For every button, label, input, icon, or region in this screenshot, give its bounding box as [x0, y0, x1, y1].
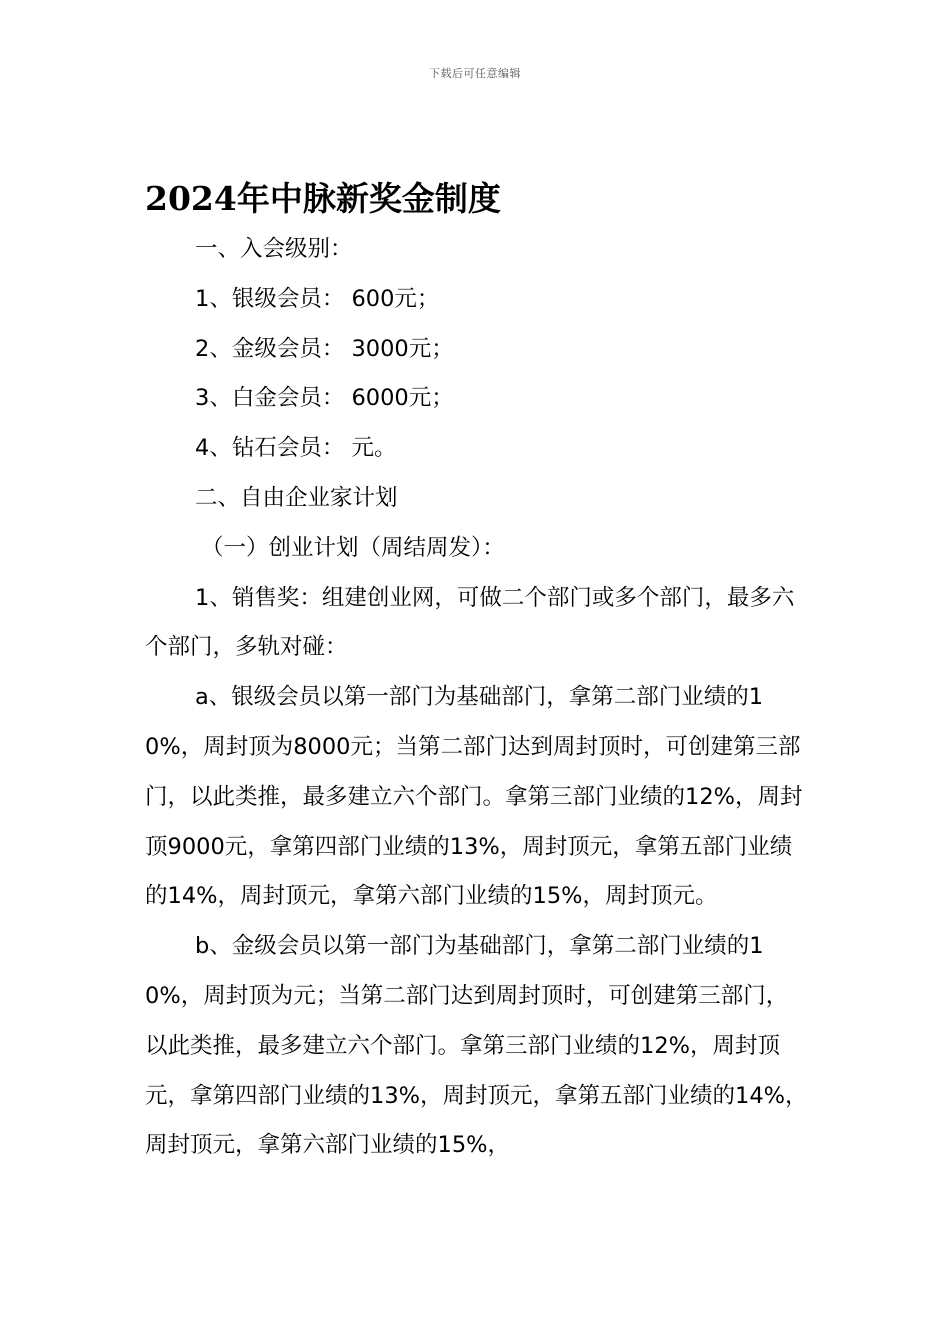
- document-title: 2024年中脉新奖金制度: [145, 179, 501, 218]
- subsection-heading-startup-plan: （一）创业计划（周结周发）：: [201, 534, 505, 561]
- section-heading-membership-levels: 一、入会级别：: [195, 236, 353, 262]
- list-item-gold-member: 2、金级会员： 3000元；: [195, 335, 454, 362]
- paragraph-sales-bonus: 1、销售奖：组建创业网，可做二个部门或多个部门，最多六个部门，多轨对碰：: [145, 584, 795, 661]
- list-item-silver-member: 1、银级会员： 600元；: [195, 285, 440, 312]
- paragraph-gold-rules: b、金级会员以第一部门为基础部门，拿第二部门业绩的10%，周封顶为元；当第二部门达到周封顶时，可创建第三部门，以此类推，最多建立六个部门。拿第三部门业绩的12%，周封顶元，拿第四部门业绩的13%，周封顶元，拿第五部门业绩的14%，周封顶元，拿第六部门业绩的15%，: [145, 933, 808, 1159]
- list-item-diamond-member: 4、钻石会员： 元。: [195, 435, 397, 462]
- document-body: [145, 225, 810, 1171]
- paragraph-silver-rules: a、银级会员以第一部门为基础部门，拿第二部门业绩的10%，周封顶为8000元；当第二部门达到周封顶时，可创建第三部门，以此类推，最多建立六个部门。拿第三部门业绩的12%，周封顶9000元，拿第四部门业绩的13%，周封顶元，拿第五部门业绩的14%，周封顶元，拿第六部门业绩的15%，周封顶元。: [145, 684, 803, 910]
- page-header-note: 下载后可任意编辑: [429, 67, 521, 80]
- list-item-platinum-member: 3、白金会员： 6000元；: [195, 385, 454, 412]
- section-heading-entrepreneur-plan: 二、自由企业家计划: [195, 484, 398, 511]
